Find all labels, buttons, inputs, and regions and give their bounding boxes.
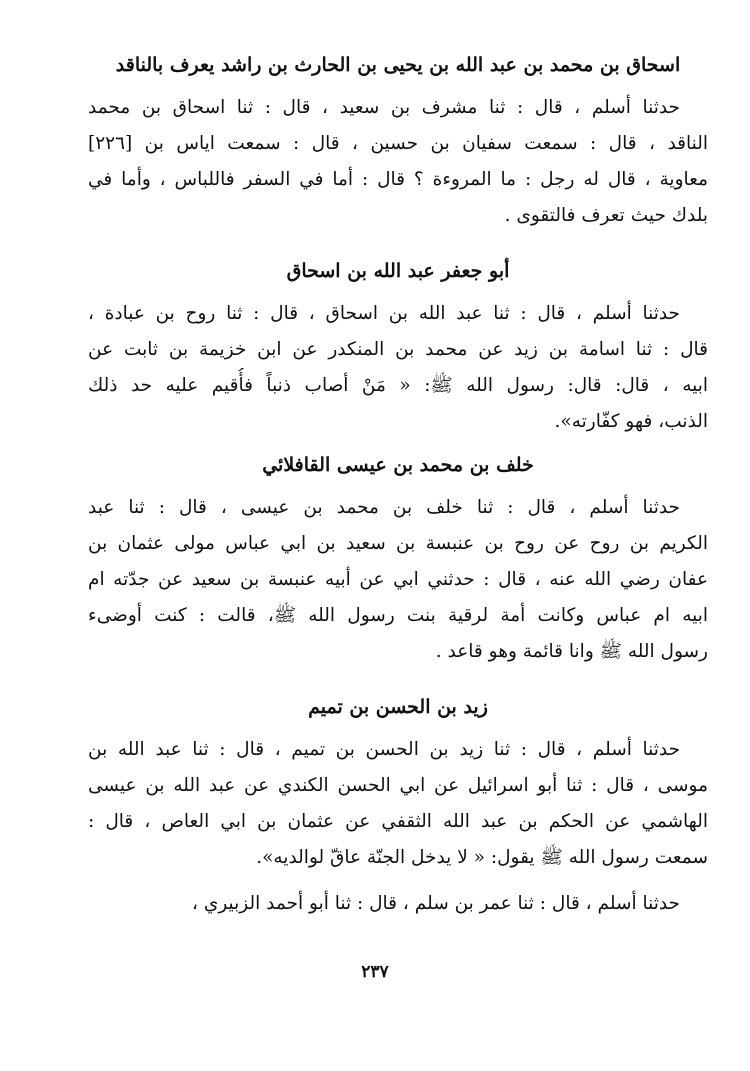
text-line: الهاشمي عن الحكم بن عبد الله الثقفي عن عثمان بن ابي العاص ، قال :: [88, 811, 708, 832]
text-line: حدثنا أسلم ، قال : ثنا مشرف بن سعيد ، قال : ثنا اسحاق بن محمد: [88, 97, 680, 118]
entry-heading: زيد بن الحسن بن تميم: [308, 696, 488, 718]
page-number: ٢٣٧: [361, 962, 389, 982]
entry-heading: خلف بن محمد بن عيسى القافلائي: [262, 454, 534, 476]
entry-heading: اسحاق بن محمد بن عبد الله بن يحيى بن الحارث بن راشد يعرف بالناقد: [115, 54, 681, 76]
text-line: الكريم بن روح عن روح بن عنبسة بن سعيد بن ابي عباس مولى عثمان بن: [88, 533, 708, 554]
trailing-paragraph: [88, 886, 708, 922]
entry-khalaf-al-qafilai: [88, 450, 708, 670]
entry-ishaq-al-naqid: [88, 50, 708, 234]
text-line: ابيه ام عباس وكانت أمة لرقية بنت رسول الله ﷺ، قالت : كنت أوضىء: [88, 605, 708, 626]
text-line: حدثنا أسلم ، قال : ثنا خلف بن محمد بن عيسى ، قال : ثنا عبد: [88, 497, 680, 518]
text-line: قال : ثنا اسامة بن زيد عن محمد بن المنكدر عن ابن خزيمة بن ثابت عن: [88, 339, 708, 360]
entry-paragraph: [88, 490, 708, 670]
text-line: حدثنا أسلم ، قال : ثنا عبد الله بن اسحاق ، قال : ثنا روح بن عبادة ،: [88, 303, 680, 324]
document-page: [88, 50, 708, 922]
text-line: سمعت رسول الله ﷺ يقول: « لا يدخل الجنّة عاقّ لوالديه».: [256, 847, 708, 868]
text-line: الذنب، فهو كفّارته».: [554, 411, 708, 432]
text-line: موسى ، قال : ثنا أبو اسرائيل عن ابي الحسن الكندي عن عبد الله بن عيسى: [88, 775, 708, 796]
text-line: بلدك حيث تعرف فالتقوى .: [504, 205, 708, 226]
text-line: حدثنا أسلم ، قال : ثنا زيد بن الحسن بن تميم ، قال : ثنا عبد الله بن: [88, 739, 680, 760]
text-line: رسول الله ﷺ وانا قائمة وهو قاعد .: [435, 641, 708, 662]
text-line: الناقد ، قال : سمعت سفيان بن حسين ، قال : سمعت اياس بن [٢٢٦]: [88, 133, 708, 154]
entry-paragraph: [88, 732, 708, 876]
entry-heading: أبو جعفر عبد الله بن اسحاق: [286, 260, 510, 282]
entry-abu-jafar: [88, 256, 708, 440]
text-line: ابيه ، قال: قال: رسول الله ﷺ: « مَنْ أصاب ذنباً فأُقيم عليه حد ذلك: [88, 375, 708, 396]
entry-paragraph: [88, 296, 708, 440]
text-line: معاوية ، قال له رجل : ما المروءة ؟ قال : أما في السفر فاللباس ، وأما في: [88, 169, 708, 190]
entry-zayd-ibn-al-hasan: [88, 692, 708, 876]
text-line: عفان رضي الله عنه ، قال : حدثني ابي عن أبيه عنبسة بن سعيد عن جدّته ام: [88, 569, 708, 590]
text-line: حدثنا أسلم ، قال : ثنا عمر بن سلم ، قال : ثنا أبو أحمد الزبيري ،: [192, 893, 680, 914]
entry-paragraph: [88, 90, 708, 234]
